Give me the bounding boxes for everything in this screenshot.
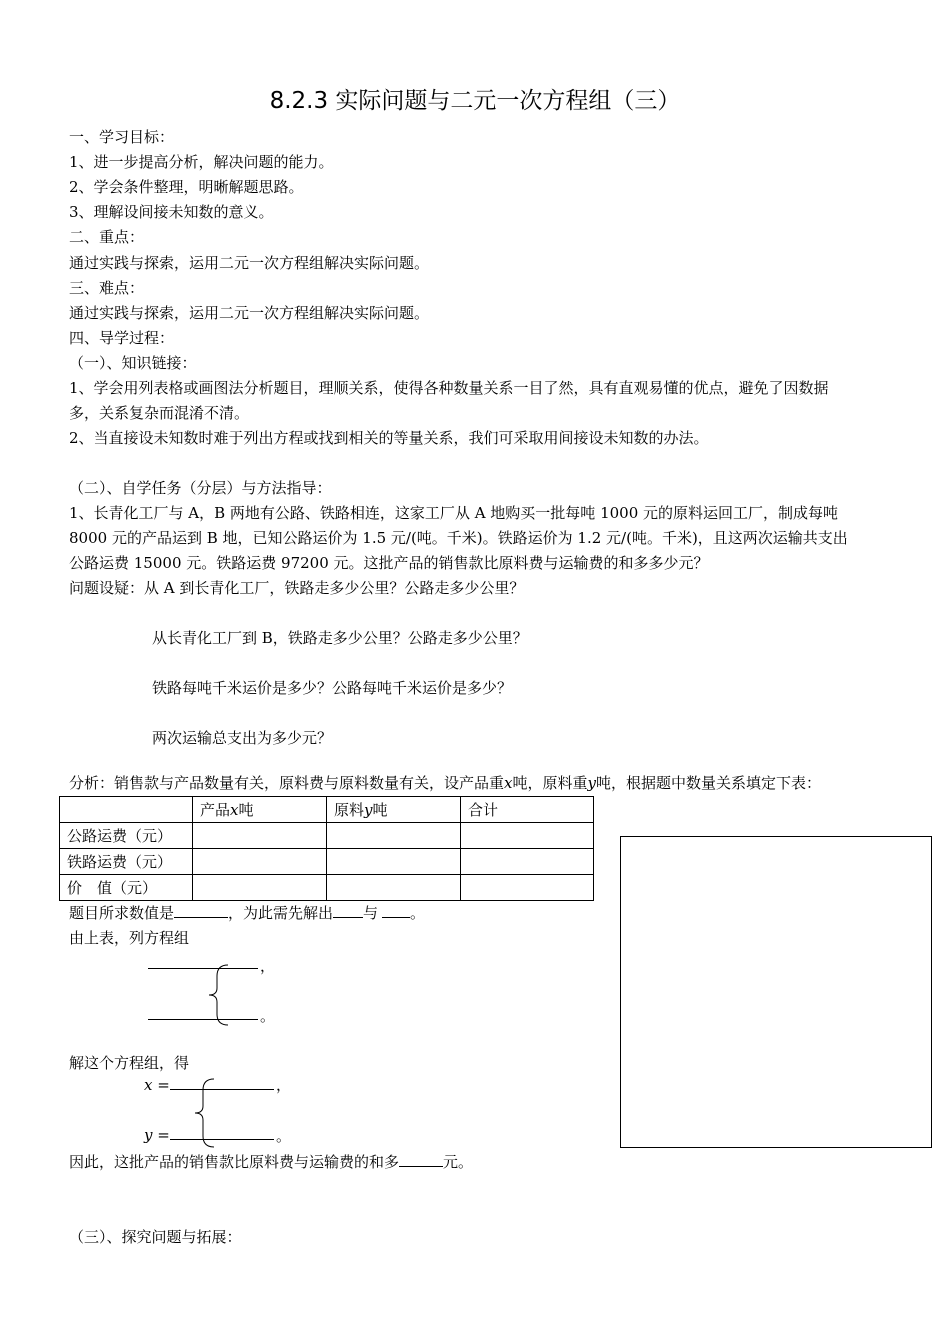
table-header-row [60,797,594,823]
table-header-cell [193,797,327,823]
system-intro: 由上表，列方程组 [69,929,190,947]
solution-y-blank[interactable] [170,1139,274,1140]
ask-line [69,903,425,923]
difficulty-heading: 三、难点： [69,279,145,297]
question-2: 从长青化工厂到 B，铁路走多少公里？公路走多少公里？ [152,629,528,647]
key-point-heading: 二、重点： [69,228,145,246]
analysis-part: 吨，原料重 [512,774,588,792]
ask-text: 题目所求数值是 [69,904,175,922]
header-text: 原料 [334,801,365,819]
table-cell[interactable] [193,823,327,849]
questions-label: 问题设疑： [69,579,145,597]
knowledge-item-1-line1: 1、学会用列表格或画图法分析题目，理顺关系，使得各种数量关系一目了然，具有直观易懂的优点，避免了因数据 [69,379,829,397]
ask-text: 与 [363,904,379,922]
answer-blank[interactable] [399,1152,443,1167]
brace-icon [200,964,230,1026]
conclusion-text: 元。 [443,1153,474,1171]
row-label: 铁路运费（元） [60,849,193,875]
drawing-box[interactable] [620,836,932,1148]
knowledge-item-1-line2: 多，关系复杂而混淆不清。 [69,404,250,422]
table-row [60,875,594,901]
solution-end-1: ， [276,1076,292,1094]
equation-end-1: ， [260,957,276,975]
table-header-cell [327,797,461,823]
solution-end-2: 。 [276,1127,292,1145]
brace-icon [188,1078,218,1148]
analysis-part: 分析：销售款与产品数量有关，原料费与原料数量有关，设产品重 [69,774,505,792]
process-heading: 四、导学过程： [69,329,175,347]
header-text: 产品 [200,801,231,819]
objective-item: 2、学会条件整理，明晰解题思路。 [69,178,304,196]
objective-item: 3、理解设间接未知数的意义。 [69,203,274,221]
header-unit: 吨 [238,801,254,819]
problem-line: 公路运费 15000 元。铁路运费 97200 元。这批产品的销售款比原料费与运输费的和多多少元？ [69,554,709,572]
knowledge-item-2: 2、当直接设未知数时难于列出方程或找到相关的等量关系，我们可采取用间接设未知数的办法。 [69,429,709,447]
equation-end-2: 。 [260,1007,276,1025]
question-3: 铁路每吨千米运价是多少？公路每吨千米运价是多少？ [152,679,513,697]
analysis-table [59,796,594,901]
table-row [60,823,594,849]
key-point-text: 通过实践与探索，运用二元一次方程组解决实际问题。 [69,254,430,272]
objectives-heading: 一、学习目标： [69,128,175,146]
ask-text: ，为此需先解出 [228,904,334,922]
table-header-cell [60,797,193,823]
answer-blank[interactable] [333,903,363,918]
table-cell[interactable] [193,849,327,875]
header-var: y [364,801,373,819]
question-1 [69,578,524,598]
objective-item: 1、进一步提高分析，解决问题的能力。 [69,153,334,171]
table-cell[interactable] [327,849,461,875]
part1-heading: （一）、知识链接： [69,354,197,372]
question-text: 从 A 到长青化工厂，铁路走多少公里？公路走多少公里？ [144,579,525,597]
table-cell[interactable] [461,823,594,849]
answer-blank[interactable] [382,903,410,918]
part3-heading: （三）、探究问题与拓展： [69,1228,242,1246]
analysis-part: 吨，根据题中数量关系填定下表： [595,774,821,792]
difficulty-text: 通过实践与探索，运用二元一次方程组解决实际问题。 [69,304,430,322]
row-label: 公路运费（元） [60,823,193,849]
table-row [60,849,594,875]
solve-intro: 解这个方程组，得 [69,1054,190,1072]
problem-line: 8000 元的产品运到 B 地，已知公路运价为 1.5 元/(吨。千米)。铁路运价为 1.2 元/(吨。千米)，且这两次运输共支出 [69,529,848,547]
row-label: 价 值（元） [60,875,193,901]
variable-x: x [504,774,513,792]
solution-x-blank[interactable] [170,1089,274,1090]
header-text: 合计 [468,801,499,819]
analysis-text [69,773,821,793]
page-title: 8.2.3 实际问题与二元一次方程组（三） [269,88,681,114]
header-unit: 吨 [372,801,388,819]
ask-text: 。 [410,904,426,922]
table-cell[interactable] [327,823,461,849]
part2-heading: （二）、自学任务（分层）与方法指导： [69,479,332,497]
table-cell[interactable] [461,875,594,901]
table-cell[interactable] [461,849,594,875]
table-cell[interactable] [193,875,327,901]
problem-line: 1、长青化工厂与 A，B 两地有公路、铁路相连，这家工厂从 A 地购买一批每吨 1000 元的原料运回工厂，制成每吨 [69,504,839,522]
conclusion-line [69,1152,473,1172]
answer-blank[interactable] [174,903,228,918]
solution-y-label: y = [144,1126,170,1144]
table-header-cell [461,797,594,823]
table-cell[interactable] [327,875,461,901]
question-4: 两次运输总支出为多少元？ [152,729,333,747]
conclusion-text: 因此，这批产品的销售款比原料费与运输费的和多 [69,1153,400,1171]
solution-x-label: x = [144,1076,170,1094]
header-var: x [230,801,239,819]
variable-y: y [587,774,596,792]
